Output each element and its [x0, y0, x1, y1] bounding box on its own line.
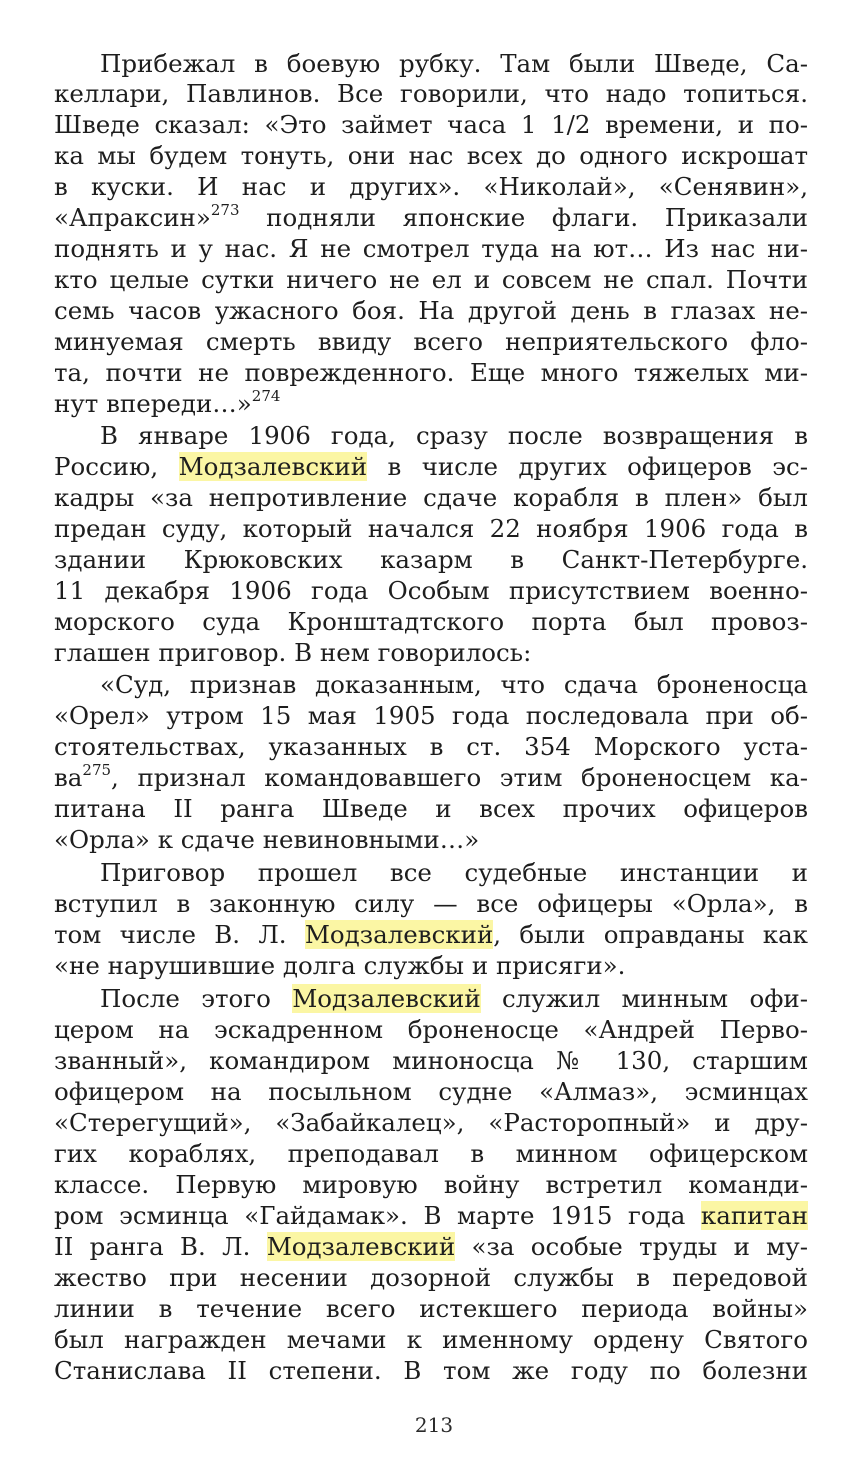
text-run: классе. Первую мировую войну встретил команди- [54, 1170, 808, 1199]
text-run: «за особые труды и му- [455, 1232, 808, 1261]
text-line [54, 637, 808, 668]
text-run: в куски. И нас и других». «Николай», «Сенявин», [54, 172, 808, 201]
text-line [100, 857, 808, 888]
text-run: 11 декабря 1906 года Особым присутствием военно- [54, 576, 808, 605]
text-run: «Суд, признав доказанным, что сдача броненосца [100, 670, 808, 699]
text-run: жество при несении дозорной службы в передовой [54, 1263, 808, 1292]
text-line [100, 983, 808, 1014]
text-run: «не нарушившие долга службы и присяги». [54, 951, 626, 980]
text-run: , были оправданы как [493, 920, 808, 949]
highlighted-term: Модзалевский [304, 920, 494, 949]
text-run: II ранга В. Л. [54, 1232, 267, 1261]
text-line [54, 1293, 808, 1324]
text-run: поднять и у нас. Я не смотрел туда на ют… Из нас ни- [54, 234, 808, 263]
text-line [54, 202, 808, 233]
text-line [54, 1045, 808, 1076]
text-line [54, 1169, 808, 1200]
text-line [54, 233, 808, 264]
text-line [54, 888, 808, 919]
text-run: том числе В. Л. [54, 920, 305, 949]
text-run: стоятельствах, указанных в ст. 354 Морского уста- [54, 732, 808, 761]
footnote-ref: 275 [82, 760, 112, 779]
text-line [54, 451, 808, 482]
text-run: Станислава II степени. В том же году по болезни [54, 1356, 808, 1385]
text-line [54, 513, 808, 544]
text-line [54, 357, 808, 388]
text-run: та, почти не поврежденного. Еще много тяжелых ми- [54, 358, 808, 387]
text-line [100, 420, 808, 451]
text-run: нут впереди…» [54, 389, 252, 418]
text-line [54, 762, 808, 793]
text-run: гих кораблях, преподавал в минном офицерском [54, 1139, 808, 1168]
text-run: ром эсминца «Гайдамак». В марте 1915 года [54, 1201, 701, 1230]
text-run: линии в течение всего истекшего периода войны» [54, 1294, 808, 1323]
text-run: был награжден мечами к именному ордену Святого [54, 1325, 808, 1354]
text-run: офицером на посыльном судне «Алмаз», эсминцах [54, 1077, 808, 1106]
text-line [54, 295, 808, 326]
highlighted-term: Модзалевский [178, 452, 368, 481]
text-run: служил минным офи- [480, 984, 808, 1013]
text-run: Россию, [54, 452, 179, 481]
text-line [54, 606, 808, 637]
text-line [54, 1200, 808, 1231]
text-run: «Апраксин» [54, 203, 211, 232]
text-line [54, 700, 808, 731]
text-run: «Орел» утром 15 мая 1905 года последовала при об- [54, 701, 808, 730]
highlighted-term: Модзалевский [292, 984, 481, 1013]
text-run: глашен приговор. В нем говорилось: [54, 638, 532, 667]
text-run: званный», командиром миноносца № 130, старшим [54, 1046, 808, 1075]
text-line [54, 1107, 808, 1138]
text-line [54, 575, 808, 606]
text-run: В январе 1906 года, сразу после возвращения в [100, 421, 808, 450]
text-line [54, 824, 808, 855]
text-run: кадры «за непротивление сдаче корабля в плен» был [54, 483, 808, 512]
text-run: здании Крюковских казарм в Санкт-Петербурге. [54, 545, 808, 574]
text-line [54, 326, 808, 357]
text-line [54, 793, 808, 824]
text-line [54, 109, 808, 140]
text-run: ка мы будем тонуть, они нас всех до одного искрошат [54, 141, 808, 170]
text-line [54, 264, 808, 295]
highlighted-term: капитан [700, 1201, 808, 1230]
text-run: цером на эскадренном броненосце «Андрей Перво- [54, 1015, 808, 1044]
text-run: минуемая смерть ввиду всего неприятельского фло- [54, 327, 808, 356]
text-run: морского суда Кронштадтского порта был провоз- [54, 607, 808, 636]
text-run: предан суду, который начался 22 ноября 1906 года в [54, 514, 808, 543]
text-line [54, 1138, 808, 1169]
footnote-ref: 274 [251, 386, 281, 405]
text-line [54, 1014, 808, 1045]
text-run: ва [54, 763, 83, 792]
text-line [54, 1231, 808, 1262]
text-run: Шведе сказал: «Это займет часа 1 1/2 времени, и по- [54, 110, 808, 139]
text-line [54, 388, 808, 419]
text-line [54, 140, 808, 171]
text-run: вступил в законную силу — все офицеры «Орла», в [54, 889, 808, 918]
text-line [54, 171, 808, 202]
text-run: питана II ранга Шведе и всех прочих офицеров [54, 794, 808, 823]
text-run: После этого [100, 984, 293, 1013]
text-line [54, 78, 808, 109]
text-run: «Орла» к сдаче невиновными…» [54, 825, 480, 854]
text-line [54, 1076, 808, 1107]
text-line [54, 731, 808, 762]
text-line [54, 1355, 808, 1386]
text-line [54, 482, 808, 513]
text-line [54, 544, 808, 575]
page-number: 213 [414, 1413, 454, 1437]
text-run: семь часов ужасного боя. На другой день в глазах не- [54, 296, 808, 325]
text-run: «Стерегущий», «Забайкалец», «Расторопный» и дру- [54, 1108, 808, 1137]
text-line [54, 919, 808, 950]
text-run: кто целые сутки ничего не ел и совсем не спал. Почти [54, 265, 808, 294]
text-run: в числе других офицеров эс- [367, 452, 808, 481]
text-line [100, 669, 808, 700]
text-line [54, 1262, 808, 1293]
text-run: келлари, Павлинов. Все говорили, что надо топиться. [54, 79, 808, 108]
highlighted-term: Модзалевский [266, 1232, 456, 1261]
text-line [54, 950, 808, 981]
text-line [54, 1324, 808, 1355]
text-run: Прибежал в боевую рубку. Там были Шведе, Са- [100, 49, 808, 78]
text-run: подняли японские флаги. Приказали [239, 203, 808, 232]
text-line [100, 48, 808, 79]
text-run: , признал командовавшего этим броненосцем ка- [111, 763, 808, 792]
text-run: Приговор прошел все судебные инстанции и [100, 858, 808, 887]
footnote-ref: 273 [210, 200, 240, 219]
